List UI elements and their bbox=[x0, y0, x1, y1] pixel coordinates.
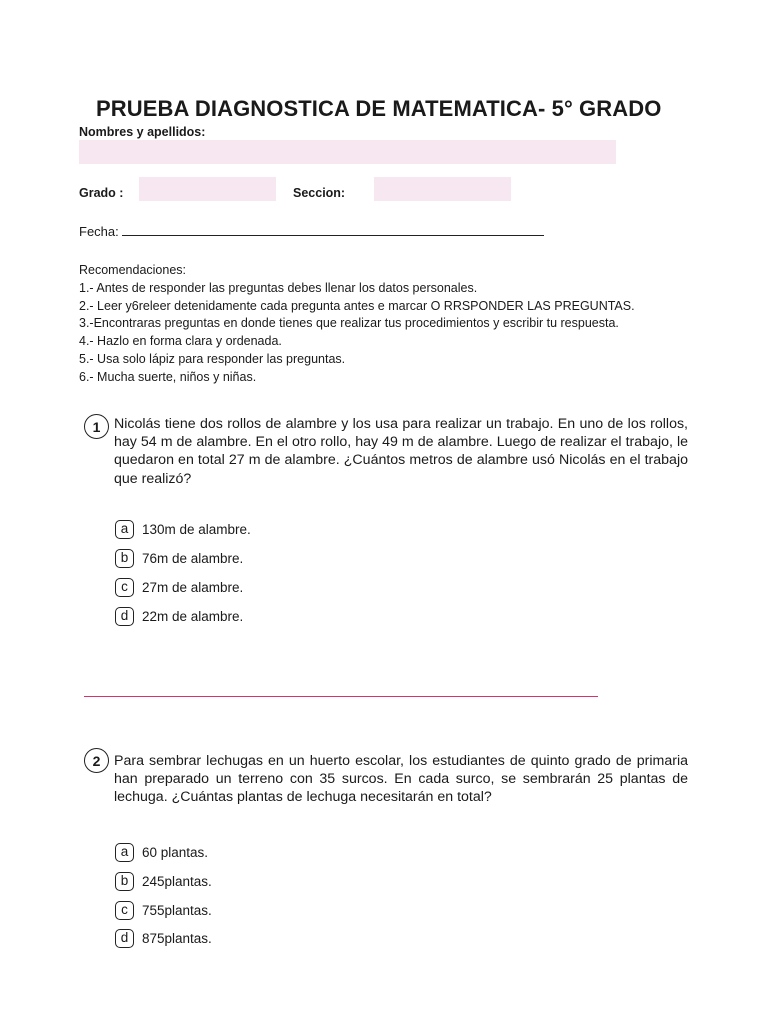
option-text: 875plantas. bbox=[142, 930, 212, 946]
option-text: 755plantas. bbox=[142, 902, 212, 918]
option-letter[interactable]: c bbox=[115, 901, 134, 920]
date-line[interactable] bbox=[122, 224, 544, 236]
section-label: Seccion: bbox=[293, 186, 346, 200]
option-text: 76m de alambre. bbox=[142, 550, 244, 566]
page-title: PRUEBA DIAGNOSTICA DE MATEMATICA- 5° GRADO bbox=[96, 96, 662, 121]
option-letter[interactable]: b bbox=[115, 549, 134, 568]
option-text: 22m de alambre. bbox=[142, 608, 244, 624]
option-1c[interactable] bbox=[115, 576, 243, 598]
name-field[interactable] bbox=[79, 140, 616, 164]
recommendation-item: 4.- Hazlo en forma clara y ordenada. bbox=[79, 334, 282, 349]
option-text: 245plantas. bbox=[142, 873, 212, 889]
recommendation-item: 6.- Mucha suerte, niños y niñas. bbox=[79, 369, 257, 384]
option-1b[interactable] bbox=[115, 547, 243, 569]
option-letter[interactable]: d bbox=[115, 607, 134, 626]
option-letter[interactable]: d bbox=[115, 929, 134, 948]
option-text: 130m de alambre. bbox=[142, 521, 251, 537]
recommendation-item: 3.-Encontraras preguntas en donde tienes que realizar tus procedimientos y escribir tu respuesta. bbox=[79, 316, 619, 331]
recommendation-item: 1.- Antes de responder las preguntas debes llenar los datos personales. bbox=[79, 280, 478, 295]
date-row bbox=[79, 224, 544, 239]
grade-field[interactable] bbox=[139, 177, 276, 201]
recommendations-heading: Recomendaciones: bbox=[79, 263, 187, 277]
option-1a[interactable] bbox=[115, 518, 251, 540]
question-number-1: 1 bbox=[84, 414, 109, 439]
question-text-2: Para sembrar lechugas en un huerto escolar, los estudiantes de quinto grado de primaria han preparado un terreno con 35 surcos. En cada surco, se sembrarán 25 plantas de lechuga. ¿Cuántas plantas de lechuga necesitarán en total? bbox=[114, 753, 688, 806]
option-text: 27m de alambre. bbox=[142, 579, 244, 595]
option-2c[interactable] bbox=[115, 899, 212, 921]
question-text-1: Nicolás tiene dos rollos de alambre y los usa para realizar un trabajo. En uno de los rollos, hay 54 m de alambre. En el otro rollo, hay 49 m de alambre. Luego de realizar el trabajo, le quedaron en total 27 m de alambre. ¿Cuántos metros de alambre usó Nicolás en el trabajo que realizó? bbox=[114, 416, 688, 487]
option-1d[interactable] bbox=[115, 605, 243, 627]
section-field[interactable] bbox=[374, 177, 511, 201]
recommendation-item: 2.- Leer y6releer detenidamente cada pregunta antes e marcar O RRSPONDER LAS PREGUNTAS. bbox=[79, 298, 635, 313]
option-2a[interactable] bbox=[115, 841, 208, 863]
question-number-2: 2 bbox=[84, 748, 109, 773]
date-label: Fecha: bbox=[79, 224, 119, 239]
section-divider bbox=[84, 696, 598, 697]
option-letter[interactable]: a bbox=[115, 843, 134, 862]
name-label: Nombres y apellidos: bbox=[79, 125, 206, 139]
option-2b[interactable] bbox=[115, 870, 212, 892]
option-letter[interactable]: a bbox=[115, 520, 134, 539]
recommendations bbox=[79, 262, 635, 387]
option-text: 60 plantas. bbox=[142, 844, 209, 860]
option-letter[interactable]: b bbox=[115, 872, 134, 891]
grade-label: Grado : bbox=[79, 186, 124, 200]
option-letter[interactable]: c bbox=[115, 578, 134, 597]
option-2d[interactable] bbox=[115, 927, 212, 949]
recommendation-item: 5.- Usa solo lápiz para responder las preguntas. bbox=[79, 351, 346, 366]
